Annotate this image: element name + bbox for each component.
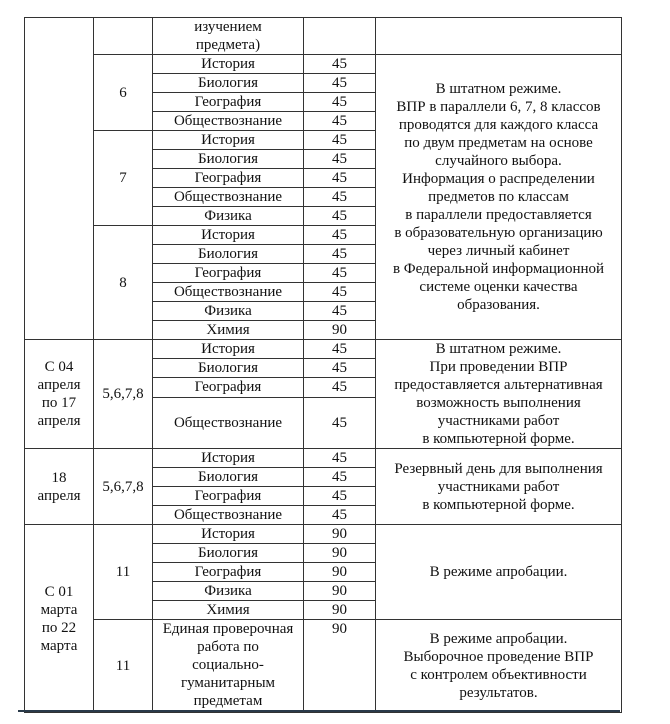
duration-cell: 45 xyxy=(304,55,376,74)
note-cell xyxy=(376,18,622,55)
table-row xyxy=(25,525,622,544)
subject-cell: Единая проверочная работа по социально- гуманитарным предметам xyxy=(153,620,304,713)
date-cell: 18 апреля xyxy=(25,449,94,525)
duration-cell xyxy=(304,18,376,55)
subject-cell: География xyxy=(153,169,304,188)
subject-cell: География xyxy=(153,264,304,283)
duration-cell: 45 xyxy=(304,359,376,378)
duration-cell: 45 xyxy=(304,449,376,468)
duration-cell: 90 xyxy=(304,601,376,620)
grade-cell: 11 xyxy=(94,620,153,713)
duration-cell: 90 xyxy=(304,321,376,340)
duration-cell: 45 xyxy=(304,397,376,448)
table-row xyxy=(25,18,622,55)
duration-cell: 45 xyxy=(304,74,376,93)
date-cell: С 04 апреля по 17 апреля xyxy=(25,340,94,449)
subject-cell: Биология xyxy=(153,245,304,264)
duration-cell: 45 xyxy=(304,112,376,131)
duration-cell: 45 xyxy=(304,340,376,359)
subject-cell: География xyxy=(153,487,304,506)
duration-cell: 90 xyxy=(304,544,376,563)
duration-cell: 90 xyxy=(304,563,376,582)
page-bottom-rule xyxy=(18,710,620,712)
subject-cell: История xyxy=(153,340,304,359)
subject-cell: География xyxy=(153,378,304,397)
subject-cell: История xyxy=(153,55,304,74)
grade-cell: 11 xyxy=(94,525,153,620)
subject-cell: Химия xyxy=(153,321,304,340)
subject-cell: Обществознание xyxy=(153,397,304,448)
subject-cell: Обществознание xyxy=(153,112,304,131)
table-row xyxy=(25,620,622,713)
duration-cell: 45 xyxy=(304,283,376,302)
duration-cell: 45 xyxy=(304,264,376,283)
duration-cell: 45 xyxy=(304,245,376,264)
subject-cell: Химия xyxy=(153,601,304,620)
duration-cell: 90 xyxy=(304,525,376,544)
duration-cell: 45 xyxy=(304,207,376,226)
subject-cell: Биология xyxy=(153,468,304,487)
subject-cell: Физика xyxy=(153,302,304,321)
note-cell: Резервный день для выполнения участниками работ в компьютерной форме. xyxy=(376,449,622,525)
table-row xyxy=(25,55,622,74)
note-cell: В штатном режиме. ВПР в параллели 6, 7, 8 классов проводятся для каждого класса по двум предметам на основе случайного выбора. Информация о распределении предметов по классам в параллели предоставляется в образовательную организацию через личный кабинет в Федеральной информационной системе оценки качества образования. xyxy=(376,55,622,340)
subject-cell: изучением предмета) xyxy=(153,18,304,55)
subject-cell: История xyxy=(153,449,304,468)
table-row xyxy=(25,449,622,468)
note-cell: В режиме апробации. xyxy=(376,525,622,620)
date-cell xyxy=(25,18,94,340)
grade-cell: 6 xyxy=(94,55,153,131)
duration-cell: 90 xyxy=(304,620,376,713)
subject-cell: Биология xyxy=(153,150,304,169)
duration-cell: 45 xyxy=(304,93,376,112)
note-cell: В штатном режиме. При проведении ВПР предоставляется альтернативная возможность выполнения участниками работ в компьютерной форме. xyxy=(376,340,622,449)
subject-cell: География xyxy=(153,93,304,112)
subject-cell: Биология xyxy=(153,544,304,563)
subject-cell: Обществознание xyxy=(153,283,304,302)
grade-cell: 5,6,7,8 xyxy=(94,340,153,449)
subject-cell: Биология xyxy=(153,74,304,93)
subject-cell: История xyxy=(153,226,304,245)
date-cell: С 01 марта по 22 марта xyxy=(25,525,94,713)
subject-cell: Биология xyxy=(153,359,304,378)
duration-cell: 45 xyxy=(304,487,376,506)
subject-cell: География xyxy=(153,563,304,582)
duration-cell: 45 xyxy=(304,226,376,245)
subject-cell: История xyxy=(153,131,304,150)
grade-cell: 7 xyxy=(94,131,153,226)
subject-cell: История xyxy=(153,525,304,544)
table-row xyxy=(25,340,622,359)
vpr-schedule-table xyxy=(24,17,622,713)
grade-cell: 5,6,7,8 xyxy=(94,449,153,525)
duration-cell: 45 xyxy=(304,169,376,188)
duration-cell: 45 xyxy=(304,131,376,150)
duration-cell: 45 xyxy=(304,302,376,321)
subject-cell: Физика xyxy=(153,582,304,601)
duration-cell: 45 xyxy=(304,378,376,397)
subject-cell: Обществознание xyxy=(153,188,304,207)
note-cell: В режиме апробации. Выборочное проведение ВПР с контролем объективности результатов. xyxy=(376,620,622,713)
grade-cell: 8 xyxy=(94,226,153,340)
subject-cell: Обществознание xyxy=(153,506,304,525)
duration-cell: 45 xyxy=(304,468,376,487)
duration-cell: 45 xyxy=(304,188,376,207)
duration-cell: 90 xyxy=(304,582,376,601)
grade-cell xyxy=(94,18,153,55)
duration-cell: 45 xyxy=(304,506,376,525)
duration-cell: 45 xyxy=(304,150,376,169)
subject-cell: Физика xyxy=(153,207,304,226)
